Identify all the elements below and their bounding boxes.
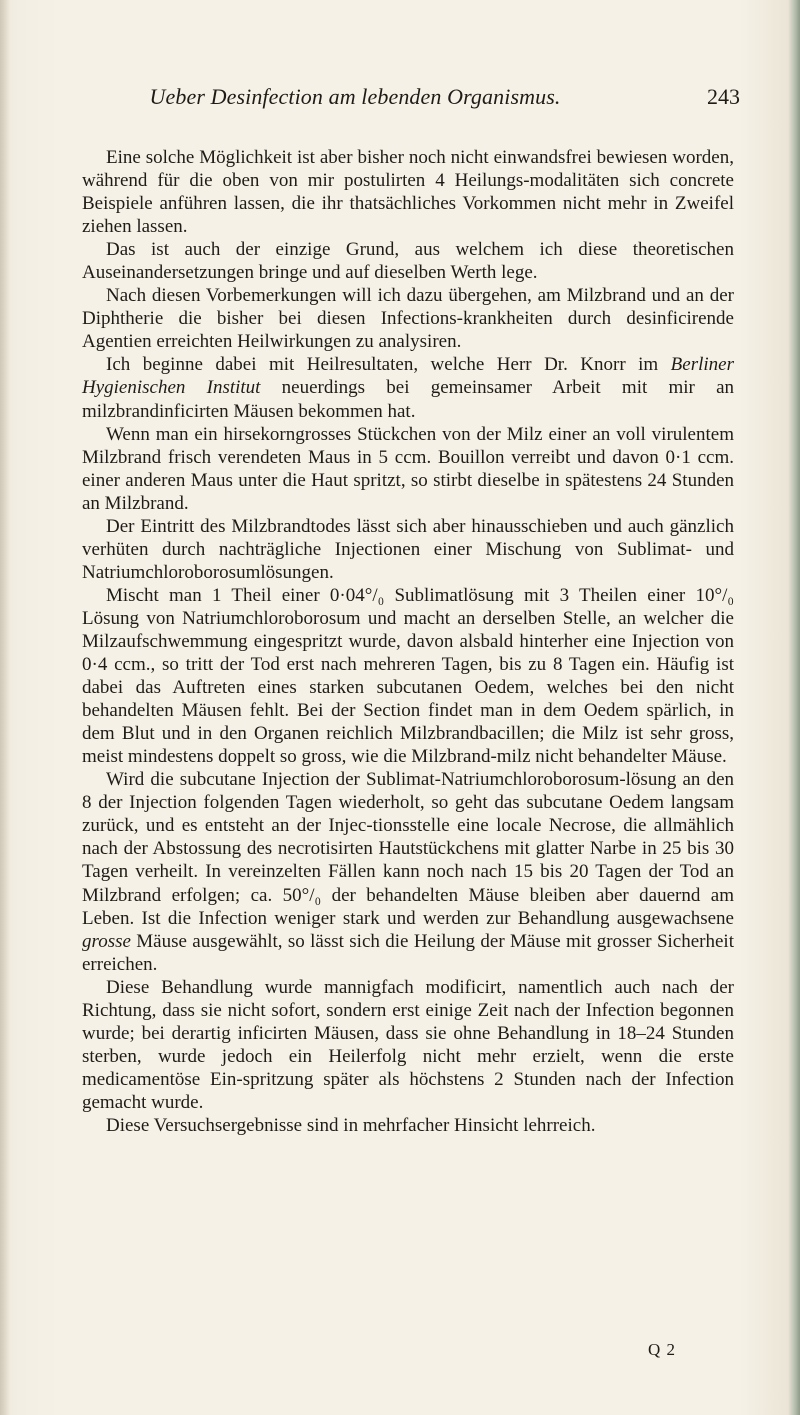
paragraph-text: Ich beginne dabei mit Heilresultaten, welche Herr Dr. Knorr im <box>106 354 671 376</box>
paragraph <box>82 238 734 284</box>
paragraph <box>82 768 734 975</box>
paragraph <box>82 146 734 238</box>
paragraph <box>82 976 734 1114</box>
running-header <box>70 84 746 114</box>
paragraph <box>82 423 734 515</box>
paragraph-text: Wenn man ein hirsekorngrosses Stückchen von der Milz einer an voll virulentem Milzbrand frisch verendeten Maus in 5 ccm. Bouillon verreibt und davon 0·1 ccm. einer anderen Maus unter die Haut spritzt, so stirbt dieselbe in spätestens 24 Stunden an Milzbrand. <box>82 423 734 514</box>
paragraph <box>82 515 734 584</box>
running-title: Ueber Desinfection am lebenden Organismus. <box>149 84 561 109</box>
paragraph-text: Der Eintritt des Milzbrandtodes lässt sich aber hinausschieben und auch gänzlich verhüten durch nachträgliche Injectionen einer Mischung von Sublimat- und Natriumchloroborosumlösungen. <box>82 515 734 583</box>
binding-shadow <box>0 0 10 1415</box>
page-number: 243 <box>707 84 740 109</box>
paragraph-text: Nach diesen Vorbemerkungen will ich dazu übergehen, am Milzbrand und an der Diphtherie die bisher bei diesen Infections-krankheiten durch desinficirende Agentien erreichten Heilwirkungen zu analysiren. <box>82 285 734 353</box>
institution-name: Berliner Hygienischen Institut <box>82 354 734 399</box>
body-text <box>82 146 734 1137</box>
paragraph <box>82 1114 734 1137</box>
page-edge <box>788 0 800 1415</box>
paragraph-text: Mäuse ausgewählt, so lässt sich die Heilung der Mäuse mit grosser Sicherheit erreichen. <box>82 930 734 975</box>
paragraph-text: Wird die subcutane Injection der Sublimat-Natriumchloroborosum-lösung an den 8 der Injection folgenden Tagen wiederholt, so geht das subcutane Oedem langsam zurück, und es entsteht an der Injec-tionsstelle eine locale Necrose, die allmählich nach der Abstossung des necrotisirten Hautstückchens mit glatter Narbe in 25 bis 30 Tagen verheilt. In vereinzelten Fällen kann noch nach 15 bis 20 Tagen der Tod an Milzbrand erfolgen; ca. 50°/₀ der behandelten Mäuse bleiben aber dauernd am Leben. Ist die Infection weniger stark und werden zur Behandlung ausgewachsene <box>82 769 734 929</box>
paragraph-text: Diese Versuchsergebnisse sind in mehrfacher Hinsicht lehrreich. <box>106 1114 596 1136</box>
signature-mark: Q 2 <box>648 1340 677 1359</box>
paragraph <box>82 284 734 353</box>
emphasized-word: grosse <box>82 930 131 952</box>
paragraph-text: neuerdings bei gemeinsamer Arbeit mit mir an milzbrandinficirten Mäusen bekommen hat. <box>82 377 734 422</box>
paragraph <box>82 353 734 422</box>
paragraph-text: Mischt man 1 Theil einer 0·04°/₀ Sublimatlösung mit 3 Theilen einer 10°/₀ Lösung von Natriumchloroborosum und macht an derselben Stelle, an welcher die Milzaufschwemmung eingespritzt wurde, davon alsbald hinterher eine Injection von 0·4 ccm., so tritt der Tod erst nach mehreren Tagen, bis zu 8 Tagen ein. Häufig ist dabei das Auftreten eines starken subcutanen Oedem, welches bei den nicht behandelten Mäusen fehlt. Bei der Section findet man in dem Oedem spärlich, in dem Blut und in den Organen reichlich Milzbrandbacillen; die Milz ist sehr gross, meist mindestens doppelt so gross, wie die Milzbrand-milz nicht behandelter Mäuse. <box>82 584 734 768</box>
paragraph-text: Das ist auch der einzige Grund, aus welchem ich diese theoretischen Auseinandersetzungen bringe und auf dieselben Werth lege. <box>82 239 734 284</box>
paragraph <box>82 584 734 768</box>
paragraph-text: Eine solche Möglichkeit ist aber bisher noch nicht einwandsfrei bewiesen worden, während für die oben von mir postulirten 4 Heilungs-modalitäten sich concrete Beispiele anführen lassen, die ihr thatsächliches Vorkommen nicht mehr in Zweifel ziehen lassen. <box>82 147 734 238</box>
paragraph-text: Diese Behandlung wurde mannigfach modificirt, namentlich auch nach der Richtung, dass sie nicht sofort, sondern erst einige Zeit nach der Infection begonnen wurde; bei derartig inficirten Mäusen, dass sie ohne Behandlung in 18–24 Stunden sterben, wurde jedoch ein Heilerfolg nicht mehr erzielt, wenn die erste medicamentöse Ein-spritzung später als höchstens 2 Stunden nach der Infection gemacht wurde. <box>82 976 734 1113</box>
